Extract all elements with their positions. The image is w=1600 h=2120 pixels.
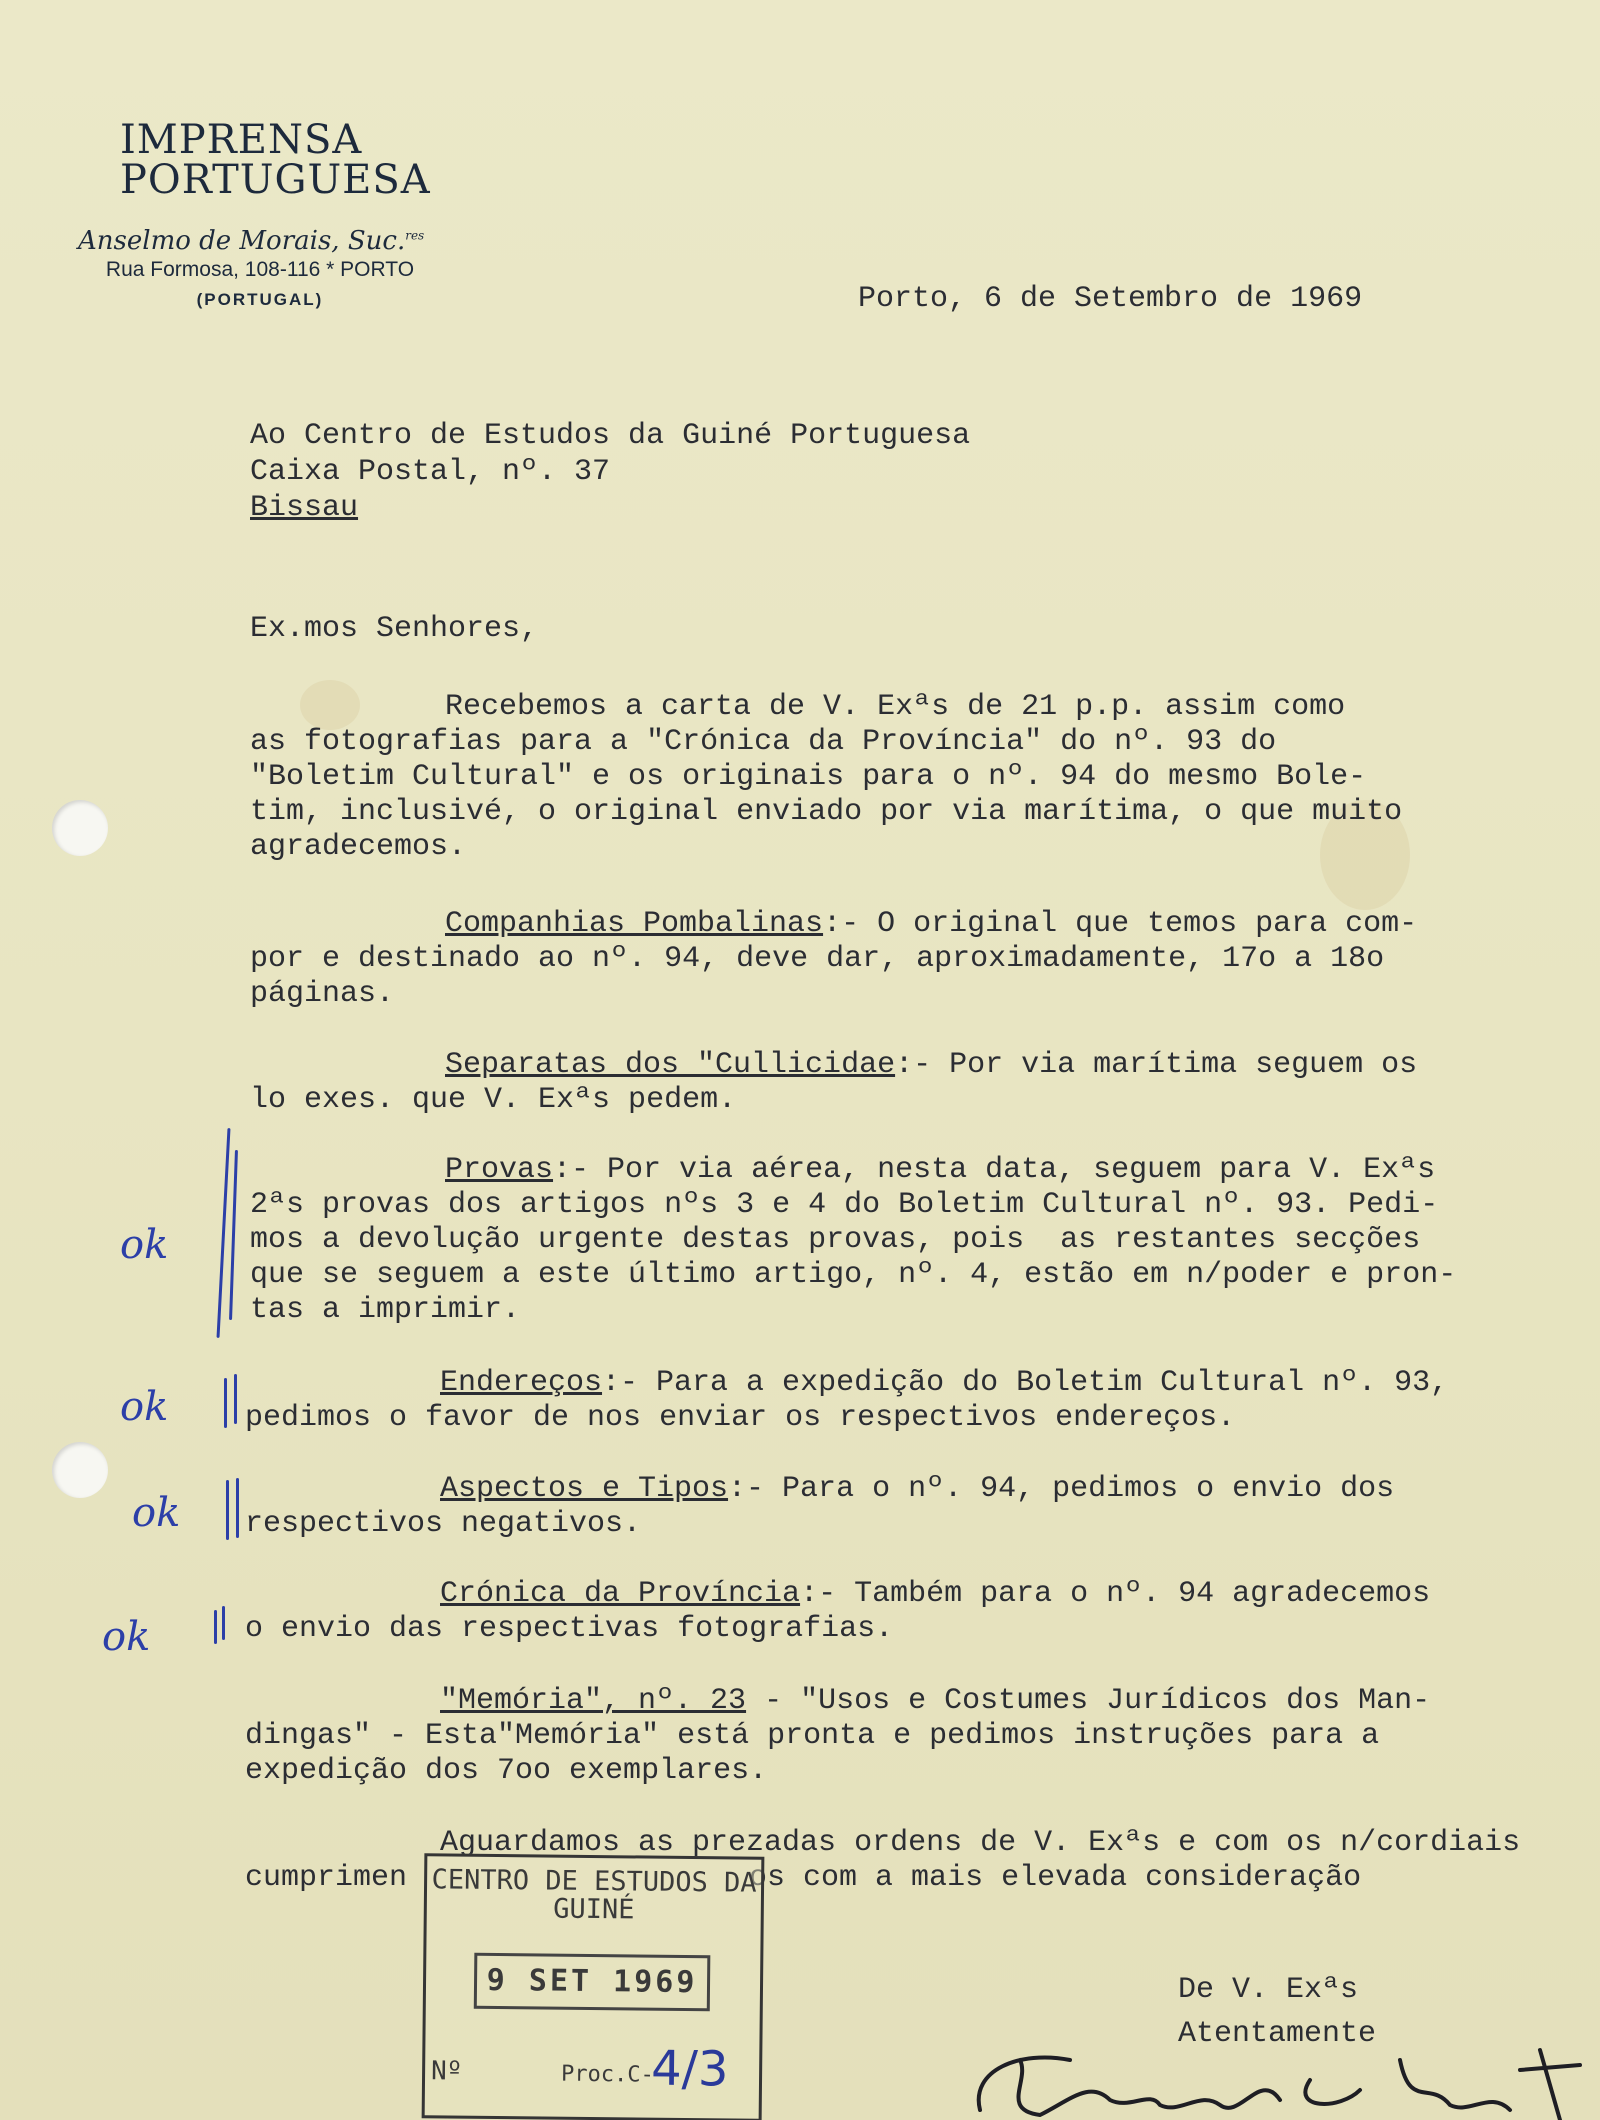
section-heading: Aspectos e Tipos [440,1472,729,1506]
text-line: agradecemos. [250,830,467,864]
margin-mark [226,1480,229,1540]
paragraph-provas [250,1153,1456,1328]
text-line: tas a imprimir. [250,1293,521,1327]
company-logo [60,117,450,203]
closing-line: De V. Exªs [1178,1973,1359,2007]
text-line: o envio das respectivas fotografias. [245,1612,894,1646]
text-line: :- Por via marítima seguem os [895,1048,1418,1082]
paragraph-enderecos [245,1366,1448,1436]
punch-hole [52,1442,108,1498]
text-line: pedimos o favor de nos enviar os respectivos endereços. [245,1401,1236,1435]
ok-annotation: ok [132,1490,181,1536]
margin-mark [222,1606,225,1640]
paragraph-aspectos [245,1472,1394,1542]
stamp-process-number: 4/3 [650,2040,729,2098]
text-line: "Boletim Cultural" e os originais para o nº. 94 do mesmo Bole- [250,760,1367,794]
margin-mark [229,1150,238,1320]
company-address: Rua Formosa, 108-116 * PORTO [105,258,415,281]
section-heading: Endereços [440,1366,603,1400]
text-line: as fotografias para a "Crónica da Província" do nº. 93 do [250,725,1277,759]
section-heading: "Memória", nº. 23 [440,1684,747,1718]
margin-mark [214,1610,217,1644]
ok-annotation: ok [120,1222,169,1268]
ok-annotation: ok [120,1384,169,1430]
paragraph-memoria [245,1684,1430,1789]
stamp-number-label: Nº [430,2056,463,2087]
paragraph-separatas [250,1048,1417,1118]
text-line: Aguardamos as prezadas ordens de V. Exªs e com os n/cordiais [440,1826,1521,1860]
text-line: que se seguem a este último artigo, nº. 4, estão em n/poder e pron- [250,1258,1457,1292]
recipient-block [250,418,970,526]
salutation: Ex.mos Senhores, [250,612,539,646]
text-line: :- Para o nº. 94, pedimos o envio dos [728,1472,1395,1506]
closing-line: Atentamente [1178,2017,1377,2051]
text-line-end: os com a mais elevada consideração [749,1861,1362,1895]
paragraph-intro [250,690,1402,865]
stamp-title: CENTRO DE ESTUDOS DA GUINÉ [431,1864,757,1926]
received-stamp [422,1853,765,2120]
text-line: :- Por via aérea, nesta data, seguem para V. Exªs [553,1153,1436,1187]
paragraph-cronica [245,1577,1430,1647]
margin-mark [217,1128,231,1338]
text-line: :- O original que temos para com- [823,907,1418,941]
text-line: :- Para a expedição do Boletim Cultural nº. 93, [602,1366,1449,1400]
text-line: - "Usos e Costumes Jurídicos dos Man- [746,1684,1431,1718]
owner-name: Anselmo de Morais, Suc. [78,226,406,256]
recipient-po-box: Caixa Postal, nº. 37 [250,455,611,489]
section-heading: Separatas dos "Cullicidae [445,1048,896,1082]
text-line: por e destinado ao nº. 94, deve dar, aproximadamente, 17o a 18o [250,942,1385,976]
section-heading: Crónica da Província [440,1577,801,1611]
brand-line-1: IMPRENSA [120,117,363,163]
margin-mark [224,1378,227,1428]
text-line: Recebemos a carta de V. Exªs de 21 p.p. assim como [445,690,1346,724]
recipient-name: Ao Centro de Estudos da Guiné Portuguesa [250,419,971,453]
signature [960,2030,1600,2120]
letterhead [70,117,450,310]
text-line-start: cumprimen [245,1861,408,1895]
section-heading: Provas [445,1153,554,1187]
company-owner [70,226,450,256]
margin-mark [236,1478,239,1538]
text-line: :- Também para o nº. 94 agradecemos [800,1577,1431,1611]
letter-date: Porto, 6 de Setembro de 1969 [858,282,1363,316]
punch-hole [52,800,108,856]
text-line: expedição dos 7oo exemplares. [245,1754,768,1788]
recipient-city: Bissau [250,491,359,525]
ok-annotation: ok [102,1614,151,1660]
company-country: (PORTUGAL) [196,290,324,309]
text-line: tim, inclusivé, o original enviado por via marítima, o que muito [250,795,1403,829]
text-line: 2ªs provas dos artigos nºs 3 e 4 do Boletim Cultural nº. 93. Pedi- [250,1188,1439,1222]
text-line: páginas. [250,977,395,1011]
brand-line-2: PORTUGUESA [120,157,431,203]
text-line: mos a devolução urgente destas provas, pois as restantes secções [250,1223,1421,1257]
margin-mark [234,1374,237,1424]
text-line: lo exes. que V. Exªs pedem. [250,1083,737,1117]
section-heading: Companhias Pombalinas [445,907,824,941]
paragraph-companhias [250,907,1417,1012]
text-line: dingas" - Esta"Memória" está pronta e pedimos instruções para a [245,1719,1380,1753]
text-line: respectivos negativos. [245,1507,642,1541]
stamp-process-label: Proc.C- [560,2061,654,2088]
owner-sup: res [405,228,425,243]
stamp-date: 9 SET 1969 [474,1953,711,2011]
